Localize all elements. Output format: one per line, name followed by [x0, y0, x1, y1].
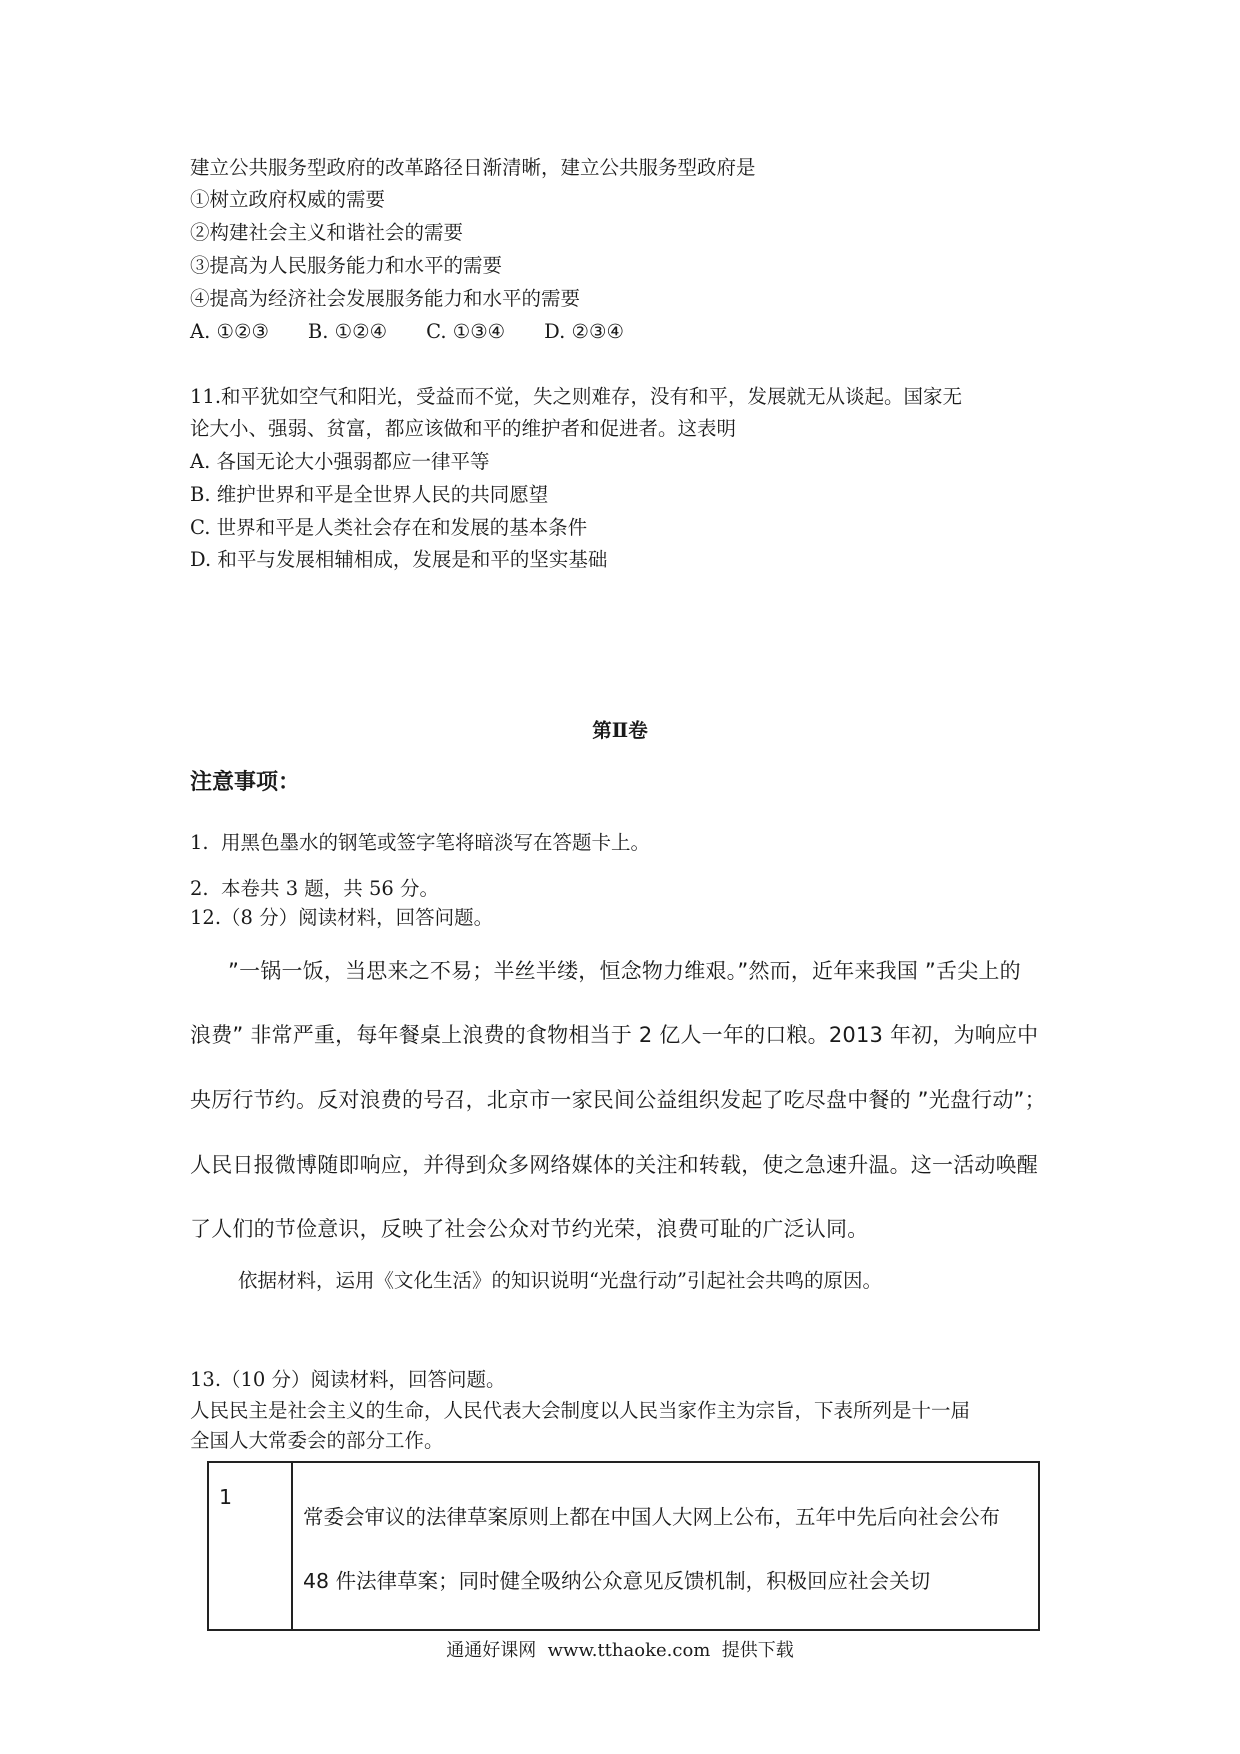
q12-header: 12.（8 分）阅读材料，回答问题。: [190, 906, 494, 929]
notice-item-2: 2. 本卷共 3 题，共 56 分。: [190, 877, 440, 900]
section-title: 第Ⅱ卷: [592, 719, 648, 742]
q10-item-4: ④提高为经济社会发展服务能力和水平的需要: [190, 287, 581, 310]
q12-question: 依据材料，运用《文化生活》的知识说明“光盘行动”引起社会共鸣的原因。: [238, 1269, 882, 1292]
q12-material-line4: 人民日报微博随即响应，并得到众多网络媒体的关注和转载，使之急速升温。这一活动唤醒: [190, 1153, 1038, 1177]
q11-option-b: B. 维护世界和平是全世界人民的共同愿望: [190, 483, 549, 506]
q11-option-d: D. 和平与发展相辅相成，发展是和平的坚实基础: [190, 548, 608, 571]
q10-item-3: ③提高为人民服务能力和水平的需要: [190, 254, 503, 277]
notice-item-1: 1. 用黑色墨水的钢笔或签字笔将暗淡写在答题卡上。: [190, 831, 651, 854]
q12-material-line2: 浪费” 非常严重，每年餐桌上浪费的食物相当于 2 亿人一年的口粮。2013 年初，为响应中: [190, 1023, 1039, 1047]
q10-stem: 建立公共服务型政府的改革路径日渐清晰，建立公共服务型政府是: [190, 156, 756, 179]
q11-stem-line2: 论大小、强弱、贫富，都应该做和平的维护者和促进者。这表明: [190, 417, 737, 440]
q10-item-2: ②构建社会主义和谐社会的需要: [190, 221, 464, 244]
page-footer: 通通好课网 www.tthaoke.com 提供下载: [446, 1640, 794, 1661]
q12-material-line1: ”一锅一饭，当思来之不易；半丝半缕，恒念物力维艰。”然而，近年来我国 ”舌尖上的: [228, 959, 1021, 983]
q12-material-line3: 央厉行节约。反对浪费的号召，北京市一家民间公益组织发起了吃尽盘中餐的 ”光盘行动”；: [190, 1088, 1046, 1112]
q12-material-line5: 了人们的节俭意识，反映了社会公众对节约光荣，浪费可耻的广泛认同。: [190, 1217, 869, 1241]
table-row: [208, 1462, 1039, 1630]
q13-header: 13.（10 分）阅读材料，回答问题。: [190, 1368, 506, 1391]
q10-item-1: ①树立政府权威的需要: [190, 188, 386, 211]
q11-stem-line1: 11.和平犹如空气和阳光，受益而不觉，失之则难存，没有和平，发展就无从谈起。国家无: [190, 385, 963, 408]
table-cell-text: 常委会审议的法律草案原则上都在中国人大网上公布，五年中先后向社会公布 48 件法律草案；同时健全吸纳公众意见反馈机制，积极回应社会关切: [292, 1462, 1039, 1630]
q13-work-table: [207, 1461, 1040, 1631]
q13-intro-line2: 全国人大常委会的部分工作。: [190, 1429, 444, 1452]
table-cell-number: 1: [208, 1462, 292, 1630]
q11-option-a: A. 各国无论大小强弱都应一律平等: [190, 450, 490, 473]
q11-option-c: C. 世界和平是人类社会存在和发展的基本条件: [190, 516, 588, 539]
notice-heading: 注意事项：: [190, 769, 301, 795]
q13-intro-line1: 人民民主是社会主义的生命，人民代表大会制度以人民当家作主为宗旨，下表所列是十一届: [190, 1399, 971, 1422]
q10-options: A. ①②③ B. ①②④ C. ①③④ D. ②③④: [190, 320, 624, 343]
